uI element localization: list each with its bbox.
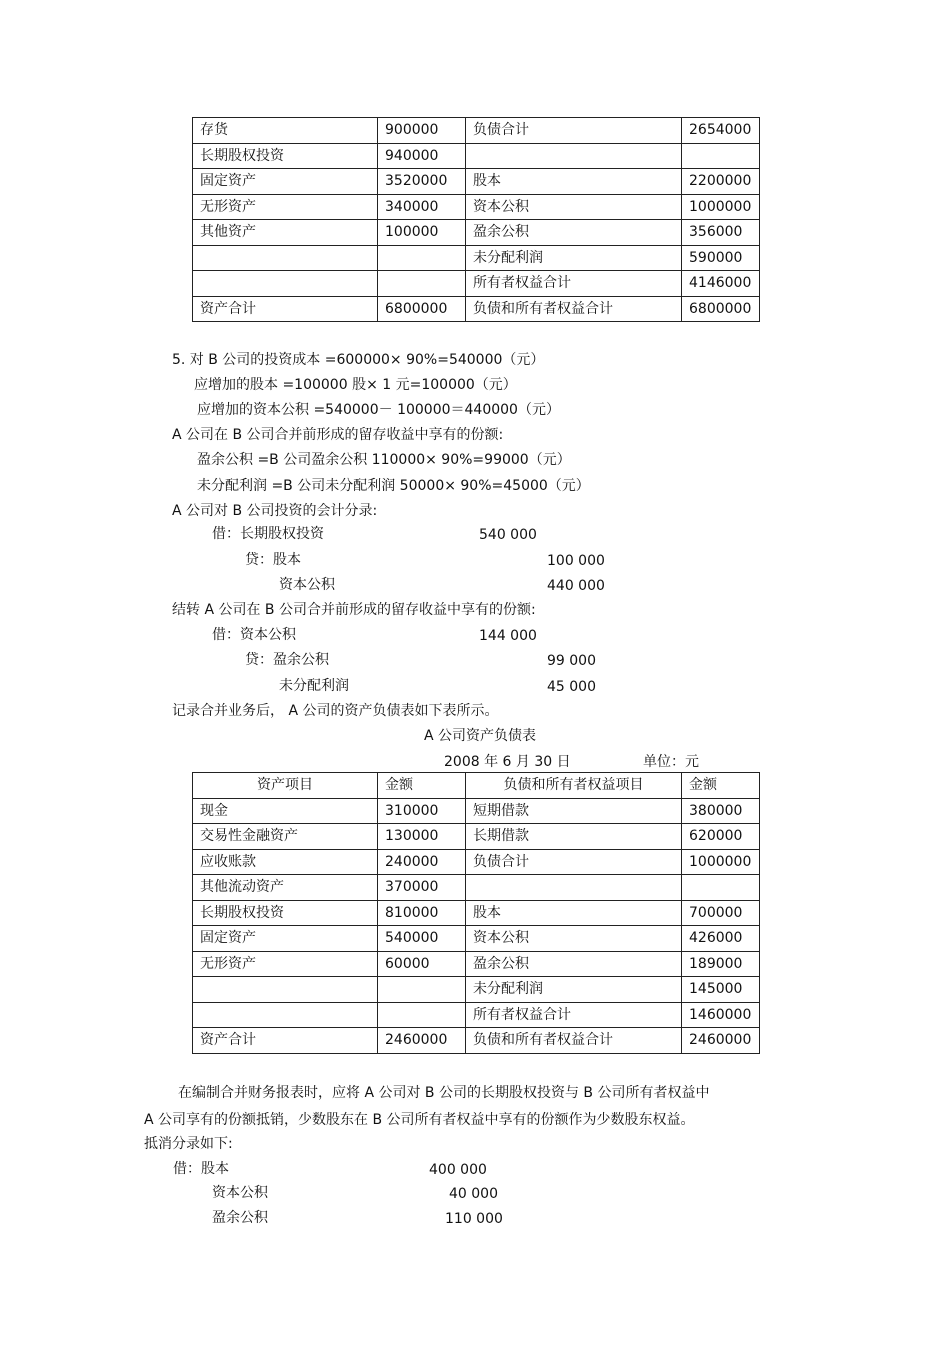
journal-amount: 110 000 <box>445 1211 503 1227</box>
asset-item: 其他资产 <box>193 220 378 246</box>
liability-amount: 700000 <box>682 900 760 926</box>
asset-item: 固定资产 <box>193 926 378 952</box>
asset-amount: 810000 <box>378 900 466 926</box>
asset-amount: 130000 <box>378 824 466 850</box>
liability-item: 负债合计 <box>466 849 682 875</box>
asset-amount: 240000 <box>378 849 466 875</box>
journal-amount: 40 000 <box>449 1186 498 1202</box>
liability-amount: 380000 <box>682 798 760 824</box>
liability-amount: 145000 <box>682 977 760 1003</box>
text-line: 应增加的股本 =100000 股× 1 元=100000（元） <box>194 377 517 393</box>
asset-amount: 340000 <box>378 194 466 220</box>
text-line: 5. 对 B 公司的投资成本 =600000× 90%=540000（元） <box>172 352 545 368</box>
text-line: 应增加的资本公积 =540000－ 100000＝440000（元） <box>197 402 560 418</box>
journal-amount: 45 000 <box>547 679 596 695</box>
table-row <box>193 900 760 926</box>
journal-account: 借：股本 <box>173 1161 229 1177</box>
table-row <box>193 1002 760 1028</box>
asset-amount: 370000 <box>378 875 466 901</box>
paragraph-line: A 公司享有的份额抵销，少数股东在 B 公司所有者权益中享有的份额作为少数股东权益。 <box>144 1112 695 1128</box>
liability-item: 负债和所有者权益合计 <box>466 296 682 322</box>
asset-amount <box>378 977 466 1003</box>
balance-sheet-table-2 <box>192 772 760 1054</box>
asset-item: 无形资产 <box>193 951 378 977</box>
asset-item: 其他流动资产 <box>193 875 378 901</box>
table-row <box>193 798 760 824</box>
liability-amount: 2460000 <box>682 1028 760 1054</box>
table-row <box>193 296 760 322</box>
table-row <box>193 849 760 875</box>
table-row <box>193 875 760 901</box>
journal-account: 资本公积 <box>212 1185 268 1201</box>
asset-amount: 3520000 <box>378 169 466 195</box>
asset-amount <box>378 245 466 271</box>
asset-item <box>193 245 378 271</box>
asset-item: 无形资产 <box>193 194 378 220</box>
asset-amount <box>378 1002 466 1028</box>
table-header-row <box>193 773 760 799</box>
text-line: 记录合并业务后， A 公司的资产负债表如下表所示。 <box>172 703 499 719</box>
asset-item: 长期股权投资 <box>193 900 378 926</box>
asset-item <box>193 977 378 1003</box>
liability-amount <box>682 143 760 169</box>
paragraph-line: 在编制合并财务报表时，应将 A 公司对 B 公司的长期股权投资与 B 公司所有者权益中 <box>178 1085 710 1101</box>
column-header: 金额 <box>378 773 466 799</box>
liability-amount: 426000 <box>682 926 760 952</box>
liability-item: 资本公积 <box>466 926 682 952</box>
column-header: 金额 <box>682 773 760 799</box>
liability-amount: 4146000 <box>682 271 760 297</box>
asset-amount: 6800000 <box>378 296 466 322</box>
table-row <box>193 169 760 195</box>
journal-account: 贷：盈余公积 <box>245 652 329 668</box>
paragraph-line: 抵消分录如下: <box>144 1136 233 1152</box>
asset-item: 应收账款 <box>193 849 378 875</box>
asset-amount: 100000 <box>378 220 466 246</box>
text-line: 未分配利润 =B 公司未分配利润 50000× 90%=45000（元） <box>197 478 590 494</box>
liability-amount <box>682 875 760 901</box>
table-row <box>193 1028 760 1054</box>
asset-item: 资产合计 <box>193 296 378 322</box>
asset-item: 长期股权投资 <box>193 143 378 169</box>
journal-account: 借：资本公积 <box>212 627 296 643</box>
text-line: A 公司在 B 公司合并前形成的留存收益中享有的份额: <box>172 427 504 443</box>
asset-item: 固定资产 <box>193 169 378 195</box>
text-line: 盈余公积 =B 公司盈余公积 110000× 90%=99000（元） <box>197 452 571 468</box>
asset-item: 现金 <box>193 798 378 824</box>
journal-amount: 100 000 <box>547 553 605 569</box>
asset-item: 存货 <box>193 118 378 144</box>
liability-item: 未分配利润 <box>466 977 682 1003</box>
liability-amount: 1460000 <box>682 1002 760 1028</box>
asset-item: 交易性金融资产 <box>193 824 378 850</box>
liability-amount: 356000 <box>682 220 760 246</box>
journal-account: 未分配利润 <box>279 678 349 694</box>
asset-item <box>193 1002 378 1028</box>
journal-amount: 440 000 <box>547 578 605 594</box>
asset-item <box>193 271 378 297</box>
liability-amount: 189000 <box>682 951 760 977</box>
journal-amount: 144 000 <box>479 628 537 644</box>
journal-amount: 400 000 <box>429 1162 487 1178</box>
table-row <box>193 143 760 169</box>
table-row <box>193 926 760 952</box>
liability-item: 所有者权益合计 <box>466 271 682 297</box>
table-row <box>193 194 760 220</box>
liability-amount: 2654000 <box>682 118 760 144</box>
liability-item: 股本 <box>466 169 682 195</box>
asset-amount: 540000 <box>378 926 466 952</box>
liability-amount: 6800000 <box>682 296 760 322</box>
liability-item: 负债合计 <box>466 118 682 144</box>
liability-item: 未分配利润 <box>466 245 682 271</box>
journal-amount: 540 000 <box>479 527 537 543</box>
liability-item: 所有者权益合计 <box>466 1002 682 1028</box>
asset-amount: 900000 <box>378 118 466 144</box>
table-row <box>193 977 760 1003</box>
table-row <box>193 824 760 850</box>
asset-amount <box>378 271 466 297</box>
asset-item: 资产合计 <box>193 1028 378 1054</box>
balance-sheet-table-1 <box>192 117 760 322</box>
liability-item <box>466 143 682 169</box>
table-row <box>193 271 760 297</box>
liability-item: 盈余公积 <box>466 951 682 977</box>
table-unit: 单位：元 <box>643 754 699 770</box>
text-line: 结转 A 公司在 B 公司合并前形成的留存收益中享有的份额: <box>172 602 536 618</box>
column-header: 资产项目 <box>193 773 378 799</box>
liability-item: 盈余公积 <box>466 220 682 246</box>
liability-item: 资本公积 <box>466 194 682 220</box>
asset-amount: 60000 <box>378 951 466 977</box>
table-row <box>193 220 760 246</box>
liability-amount: 2200000 <box>682 169 760 195</box>
liability-item: 短期借款 <box>466 798 682 824</box>
liability-item <box>466 875 682 901</box>
journal-account: 盈余公积 <box>212 1210 268 1226</box>
liability-amount: 1000000 <box>682 849 760 875</box>
table-row <box>193 245 760 271</box>
journal-account: 贷：股本 <box>245 552 301 568</box>
journal-account: 资本公积 <box>279 577 335 593</box>
liability-amount: 590000 <box>682 245 760 271</box>
table-title: A 公司资产负债表 <box>424 728 537 744</box>
liability-item: 长期借款 <box>466 824 682 850</box>
asset-amount: 940000 <box>378 143 466 169</box>
liability-item: 负债和所有者权益合计 <box>466 1028 682 1054</box>
text-line: A 公司对 B 公司投资的会计分录: <box>172 503 378 519</box>
liability-amount: 620000 <box>682 824 760 850</box>
liability-item: 股本 <box>466 900 682 926</box>
table-row <box>193 951 760 977</box>
table-row <box>193 118 760 144</box>
journal-amount: 99 000 <box>547 653 596 669</box>
asset-amount: 2460000 <box>378 1028 466 1054</box>
asset-amount: 310000 <box>378 798 466 824</box>
column-header: 负债和所有者权益项目 <box>466 773 682 799</box>
journal-account: 借：长期股权投资 <box>212 526 324 542</box>
table-date: 2008 年 6 月 30 日 <box>444 754 571 770</box>
liability-amount: 1000000 <box>682 194 760 220</box>
